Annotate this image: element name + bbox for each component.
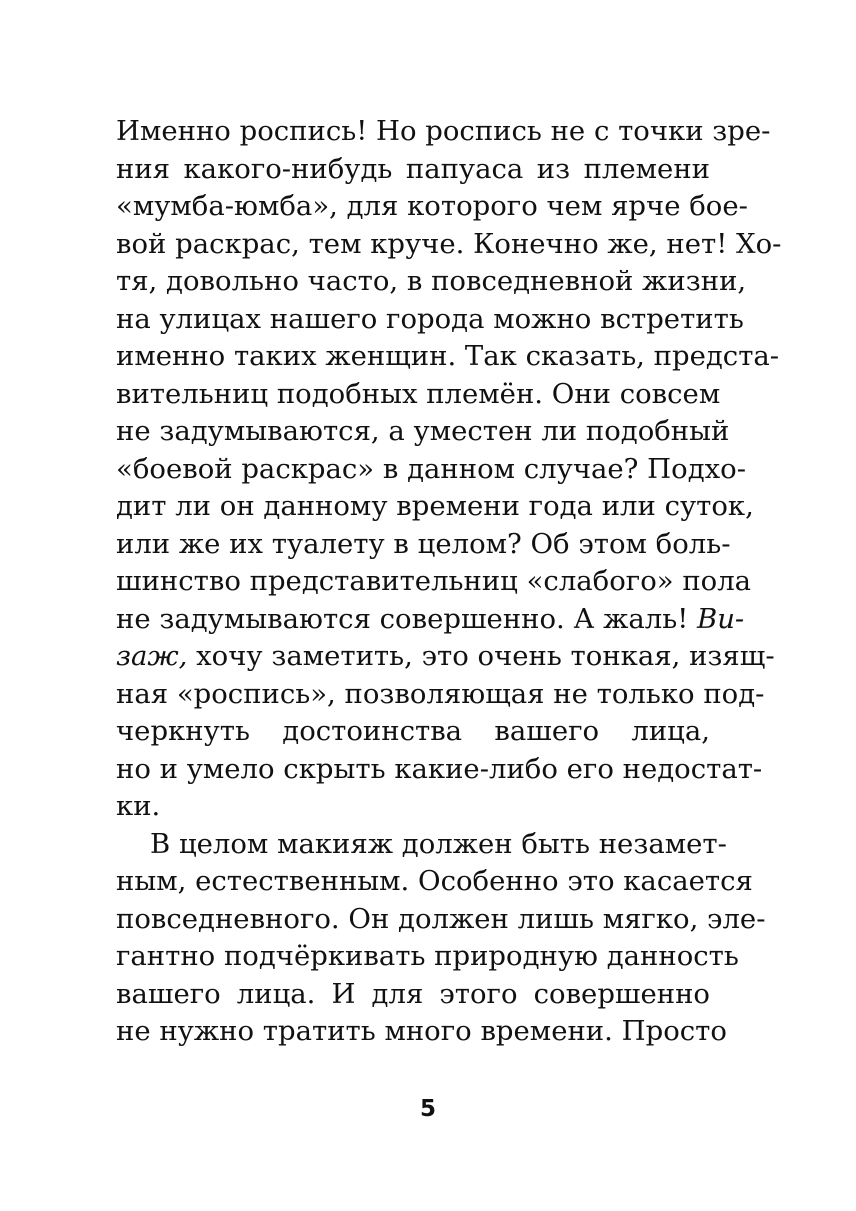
- italic-term: Ви-: [697, 602, 745, 635]
- text-line: вой раскрас, тем круче. Конечно же, нет! Хо-: [116, 227, 782, 260]
- text-line: черкнуть достоинства вашего лица,: [116, 715, 710, 747]
- text-line: на улицах нашего города можно встретить: [116, 302, 744, 335]
- text-line-segment: не задумываются совершенно. А жаль!: [116, 602, 689, 635]
- text-line: тя, довольно часто, в повседневной жизни,: [116, 265, 747, 297]
- text-line: но и умело скрыть какие-либо его недостат-: [116, 752, 763, 785]
- text-line: не нужно тратить много времени. Просто: [116, 1015, 727, 1047]
- text-line: В целом макияж должен быть незамет-: [150, 827, 727, 860]
- text-line: вашего лица. И для этого совершенно: [116, 977, 710, 1010]
- text-line: Именно роспись! Но роспись не с точки зре-: [116, 115, 771, 147]
- text-line: «боевой раскрас» в данном случае? Подхо-: [116, 452, 746, 485]
- italic-term: заж,: [116, 640, 188, 672]
- paragraph-1: [116, 113, 782, 826]
- text-line: ния какого-нибудь папуаса из племени: [116, 152, 710, 185]
- page-number: 5: [419, 1096, 436, 1122]
- text-line-segment: хочу заметить, это очень тонкая, изящ-: [196, 640, 775, 672]
- text-line: повседневного. Он должен лишь мягко, эле-: [116, 902, 766, 935]
- text-line: или же их туалету в целом? Об этом боль-: [116, 527, 731, 560]
- text-line: [116, 601, 745, 639]
- page-body-text: [116, 113, 782, 1051]
- text-line: шинство представительниц «слабого» пола: [116, 565, 752, 597]
- text-line: гантно подчёркивать природную данность: [116, 940, 739, 972]
- text-line: «мумба-юмба», для которого чем ярче бое-: [116, 190, 748, 222]
- text-line: ным, естественным. Особенно это касается: [116, 865, 753, 897]
- text-line: вительниц подобных племён. Они совсем: [116, 377, 721, 410]
- text-line: дит ли он данному времени года или суток,: [116, 490, 754, 522]
- text-line: ная «роспись», позволяющая не только под-: [116, 677, 765, 710]
- text-line: не задумываются, а уместен ли подобный: [116, 415, 730, 447]
- paragraph-2: [116, 826, 766, 1051]
- text-line: ки.: [116, 790, 161, 822]
- text-line: именно таких женщин. Так сказать, предста-: [116, 340, 780, 372]
- text-line: [116, 638, 775, 676]
